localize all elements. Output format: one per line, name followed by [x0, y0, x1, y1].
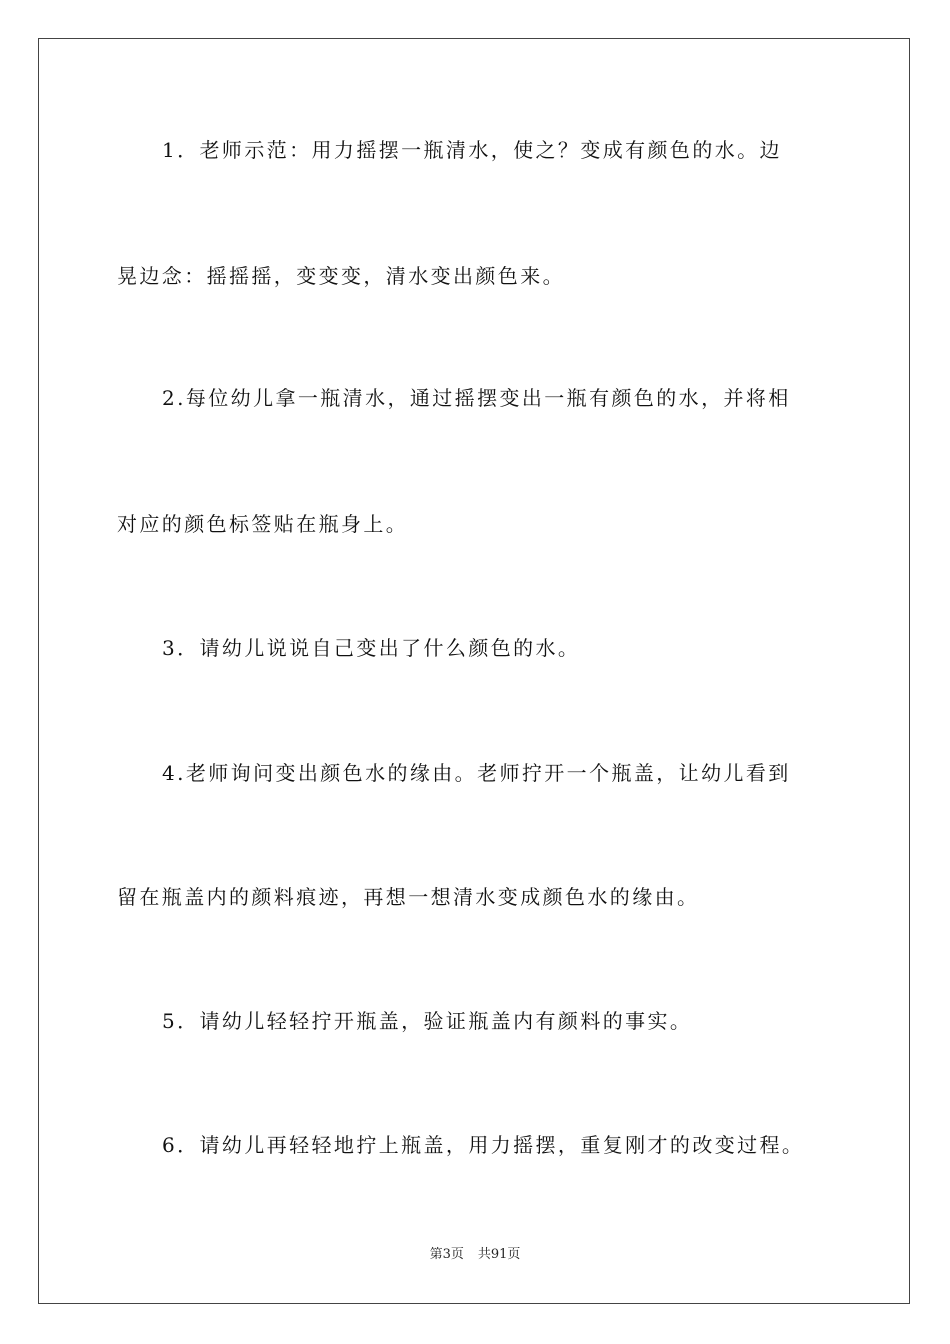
paragraph-2-line-2: 对应的颜色标签贴在瓶身上。 — [117, 512, 409, 536]
paragraph-1-line-2: 晃边念：摇摇摇，变变变，清水变出颜色来。 — [117, 264, 565, 288]
page-footer — [0, 1246, 950, 1264]
paragraph-2-line-1: 2.每位幼儿拿一瓶清水，通过摇摆变出一瓶有颜色的水，并将相 — [162, 386, 791, 410]
page-total: 共91页 — [477, 1247, 521, 1262]
paragraph-4-line-2: 留在瓶盖内的颜料痕迹，再想一想清水变成颜色水的缘由。 — [117, 885, 700, 909]
paragraph-1-line-1: 1．老师示范：用力摇摆一瓶清水，使之？变成有颜色的水。边 — [162, 138, 782, 162]
paragraph-3: 3．请幼儿说说自己变出了什么颜色的水。 — [162, 636, 581, 660]
paragraph-6: 6．请幼儿再轻轻地拧上瓶盖，用力摇摆，重复刚才的改变过程。 — [162, 1133, 805, 1157]
paragraph-5: 5．请幼儿轻轻拧开瓶盖，验证瓶盖内有颜料的事实。 — [162, 1009, 693, 1033]
page-number: 第3页 — [429, 1247, 464, 1262]
page-frame — [38, 38, 910, 1304]
paragraph-4-line-1: 4.老师询问变出颜色水的缘由。老师拧开一个瓶盖，让幼儿看到 — [162, 761, 791, 785]
